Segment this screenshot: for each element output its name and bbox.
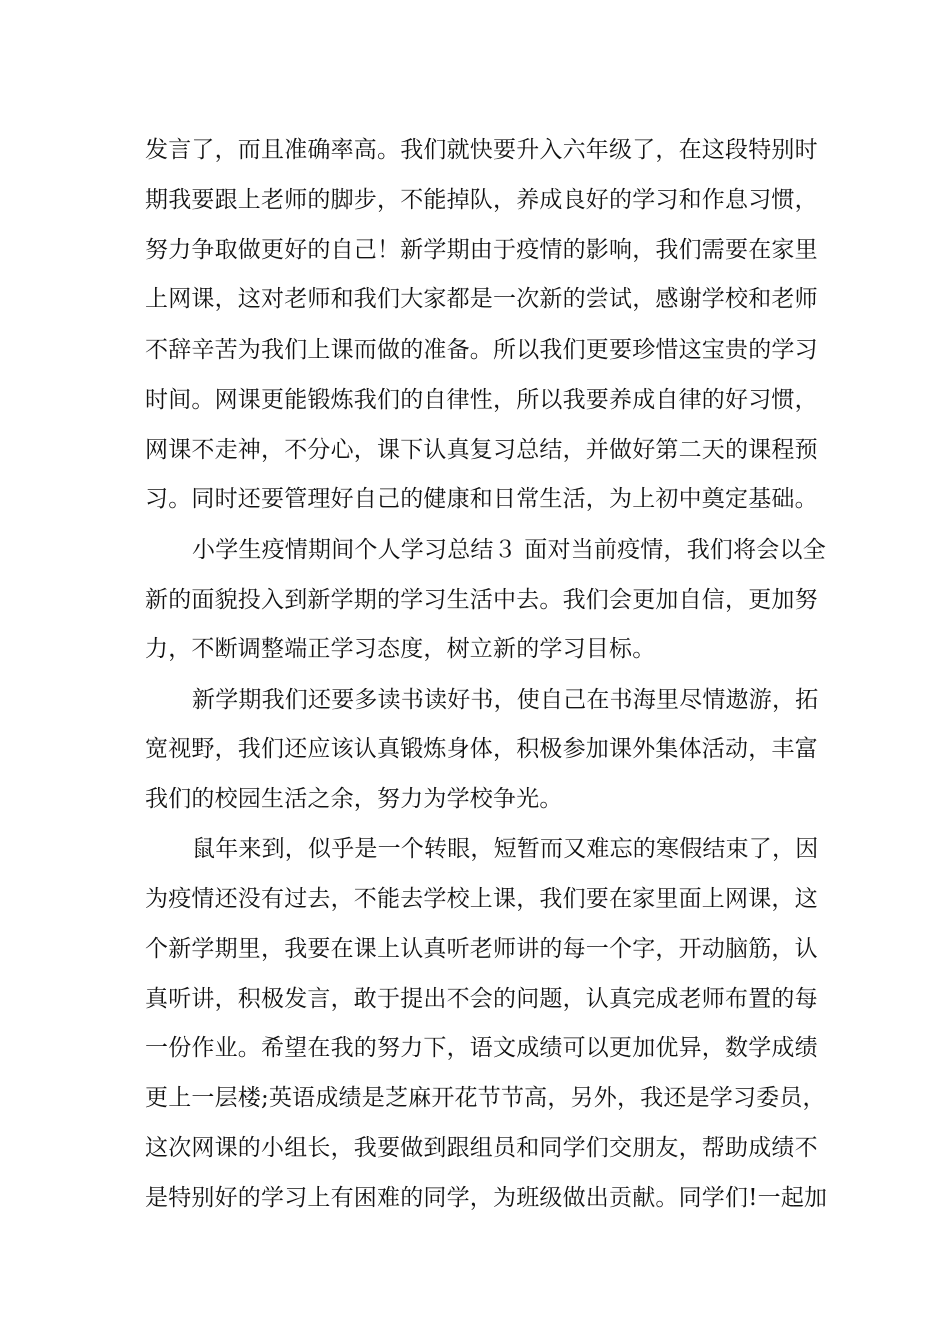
text-line: 我们的校园生活之余，努力为学校争光。 [145,786,563,812]
text-line: 网课不走神，不分心，课下认真复习总结，并做好第二天的课程预 [145,437,818,463]
text-line: 不辞辛苦为我们上课而做的准备。所以我们更要珍惜这宝贵的学习 [145,337,818,363]
text-line: 力，不断调整端正学习态度，树立新的学习目标。 [145,636,656,662]
text-line: 努力争取做更好的自己！新学期由于疫情的影响，我们需要在家里 [145,237,818,263]
text-line: 期我要跟上老师的脚步，不能掉队，养成良好的学习和作息习惯， [145,187,818,213]
text-line: 新的面貌投入到新学期的学习生活中去。我们会更加自信，更加努 [145,587,818,613]
text-line: 上网课，这对老师和我们大家都是一次新的尝试，感谢学校和老师 [145,286,818,312]
text-line: 一份作业。希望在我的努力下，语文成绩可以更加优异，数学成绩 [145,1035,818,1061]
text-line: 是特别好的学习上有困难的同学，为班级做出贡献。同学们!一起加 [145,1185,828,1211]
paragraph-first-line: 小学生疫情期间个人学习总结３ 面对当前疫情，我们将会以全 [192,537,826,563]
text-line: 个新学期里，我要在课上认真听老师讲的每一个字，开动脑筋，认 [145,936,818,962]
text-line: 更上一层楼;英语成绩是芝麻开花节节高，另外，我还是学习委员， [145,1085,826,1111]
text-line: 发言了，而且准确率高。我们就快要升入六年级了，在这段特别时 [145,137,818,163]
text-line: 习。同时还要管理好自己的健康和日常生活，为上初中奠定基础。 [145,486,818,512]
paragraph-first-line: 鼠年来到，似乎是一个转眼，短暂而又难忘的寒假结束了，因 [192,836,819,862]
text-line: 宽视野，我们还应该认真锻炼身体，积极参加课外集体活动，丰富 [145,736,818,762]
paragraph-first-line: 新学期我们还要多读书读好书，使自己在书海里尽情遨游，拓 [192,687,819,713]
text-line: 时间。网课更能锻炼我们的自律性，所以我要养成自律的好习惯， [145,387,818,413]
text-line: 真听讲，积极发言，敢于提出不会的问题，认真完成老师布置的每 [145,986,818,1012]
text-line: 这次网课的小组长，我要做到跟组员和同学们交朋友，帮助成绩不 [145,1135,818,1161]
text-line: 为疫情还没有过去，不能去学校上课，我们要在家里面上网课，这 [145,886,818,912]
